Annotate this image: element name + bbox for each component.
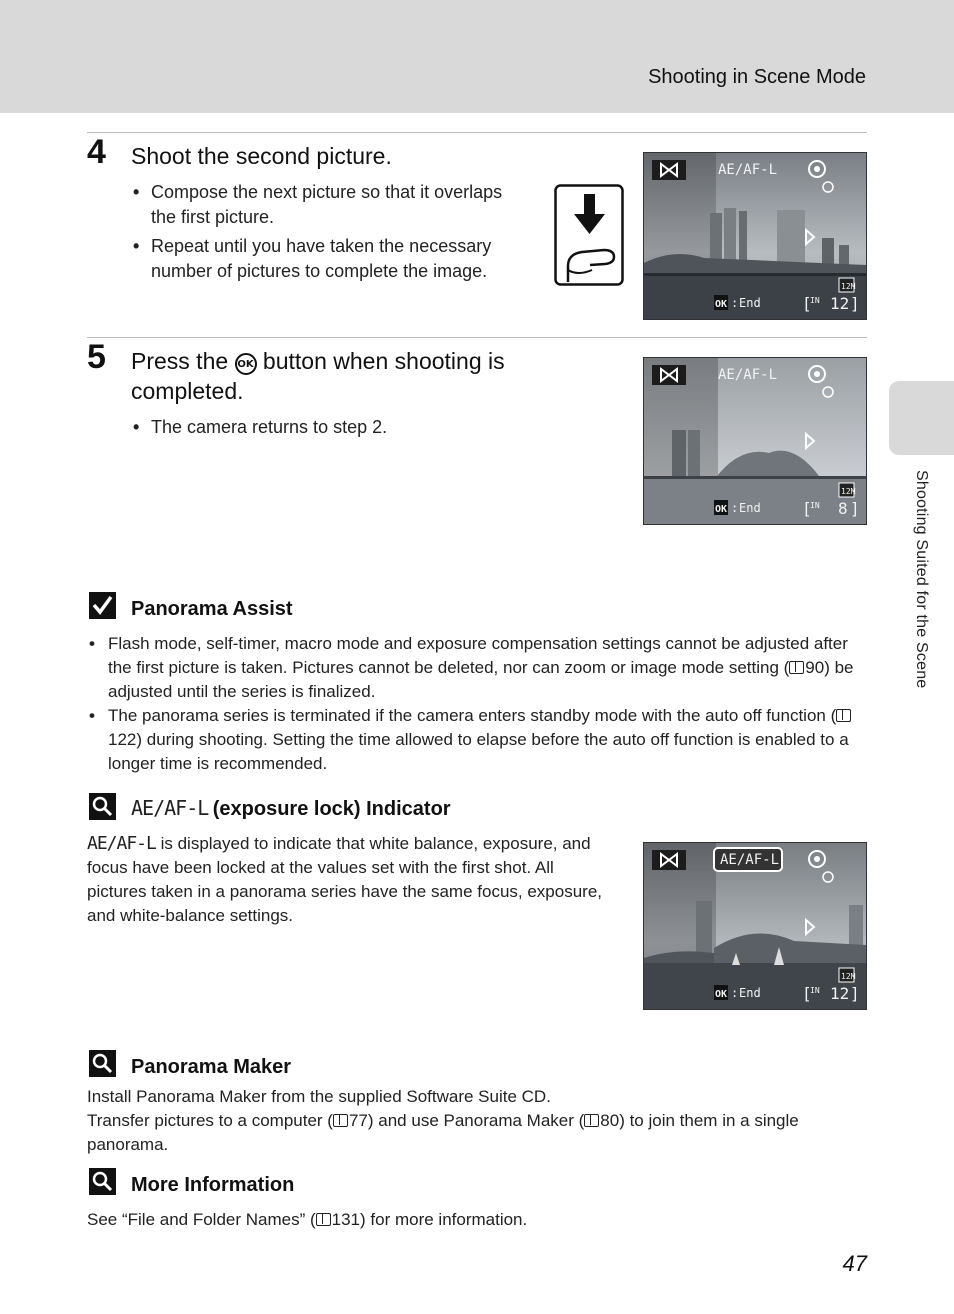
page-ref-icon — [789, 661, 804, 674]
step-title: Shoot the second picture. — [131, 143, 392, 169]
svg-text:OK: OK — [715, 989, 728, 1000]
bullet-item: • The panorama series is terminated if the camera enters standby mode with the auto off function (122) during shooting. Setting the time allowed to elapse before the auto off function is enabled to a longer time is recommended. — [87, 704, 867, 776]
divider-rule — [87, 337, 867, 338]
svg-text:IN: IN — [810, 986, 820, 995]
svg-text:End: End — [739, 296, 761, 310]
svg-text:End: End — [739, 501, 761, 515]
svg-text::: : — [731, 501, 739, 515]
step-bullets — [131, 180, 531, 288]
aeafl-indicator: AE/AF-L — [131, 796, 209, 820]
checkmark-note-icon — [89, 592, 116, 619]
svg-text:AE/AF-L: AE/AF-L — [718, 367, 778, 383]
svg-text:]: ] — [850, 499, 860, 518]
bullet-item: • The camera returns to step 2. — [131, 415, 531, 440]
step-bullets — [131, 415, 531, 444]
note-heading: AE/AF-L (exposure lock) Indicator — [131, 796, 451, 820]
side-tab-label: Shooting Suited for the Scene — [913, 470, 930, 689]
header-band — [0, 0, 954, 113]
running-header: Shooting in Scene Mode — [648, 66, 866, 88]
camera-screen-step5 — [643, 357, 867, 525]
svg-text:8: 8 — [838, 499, 848, 518]
camera-screen-aeafl — [643, 842, 867, 1010]
note-body: AE/AF-L is displayed to indicate that white balance, exposure, and focus have been locked at the values set with the first shot. All pictures taken in a panorama series have the same focus, exposure, and white-balance settings. — [87, 833, 603, 925]
note-body: See “File and Folder Names” ( 131) for more information. — [87, 1210, 528, 1229]
svg-text:12: 12 — [830, 294, 850, 313]
shutter-press-icon — [554, 184, 624, 286]
svg-text:IN: IN — [810, 501, 820, 510]
note-heading: Panorama Assist — [131, 598, 293, 620]
bullet-item: • Compose the next picture so that it overlaps the first picture. — [131, 180, 531, 230]
note-heading: More Information — [131, 1174, 295, 1196]
bullet-item: • Repeat until you have taken the necessary number of pictures to complete the image. — [131, 234, 531, 284]
info-magnifier-icon — [89, 1168, 116, 1195]
svg-text:[: [ — [802, 294, 812, 313]
step-number: 5 — [87, 338, 106, 376]
page-ref-icon — [333, 1114, 348, 1127]
bullet-item: • Flash mode, self-timer, macro mode and exposure compensation settings cannot be adjusted after the first picture is taken. Pictures cannot be deleted, nor can zoom or image mode setting ( 90) be adjusted until the series is finalized. — [87, 632, 867, 704]
svg-text:AE/AF-L: AE/AF-L — [720, 852, 780, 868]
note-body: Install Panorama Maker from the supplied Software Suite CD. Transfer pictures to a computer ( 77) and use Panorama Maker ( 80) to join them in a single panorama. — [87, 1087, 799, 1154]
side-tab-marker — [889, 381, 954, 455]
info-magnifier-icon — [89, 1050, 116, 1077]
indicator-text: AE/AF-L — [718, 162, 778, 178]
camera-screen-step4 — [643, 152, 867, 320]
step-number: 4 — [87, 133, 106, 171]
svg-text:OK: OK — [715, 299, 728, 310]
note-heading: Panorama Maker — [131, 1056, 292, 1078]
page-ref-icon — [584, 1114, 599, 1127]
svg-text:]: ] — [850, 294, 860, 313]
svg-text::: : — [731, 296, 739, 310]
svg-text:End: End — [739, 986, 761, 1000]
svg-text:12M: 12M — [841, 487, 856, 496]
svg-text:12: 12 — [830, 984, 850, 1003]
ok-button-icon: OK — [235, 353, 257, 375]
svg-text:OK: OK — [715, 504, 728, 515]
page-ref-icon — [836, 709, 851, 722]
svg-text:[: [ — [802, 984, 812, 1003]
svg-text:[: [ — [802, 499, 812, 518]
page-number: 47 — [842, 1251, 867, 1276]
svg-text:12M: 12M — [841, 972, 856, 981]
divider-rule — [87, 132, 867, 133]
svg-text:]: ] — [850, 984, 860, 1003]
step-title: Press the OK button when shooting is completed. — [131, 348, 505, 404]
page-ref-icon — [316, 1213, 331, 1226]
info-magnifier-icon — [89, 793, 116, 820]
svg-text:IN: IN — [810, 296, 820, 305]
svg-text:12M: 12M — [841, 282, 856, 291]
svg-text::: : — [731, 986, 739, 1000]
note-bullets — [87, 632, 867, 776]
